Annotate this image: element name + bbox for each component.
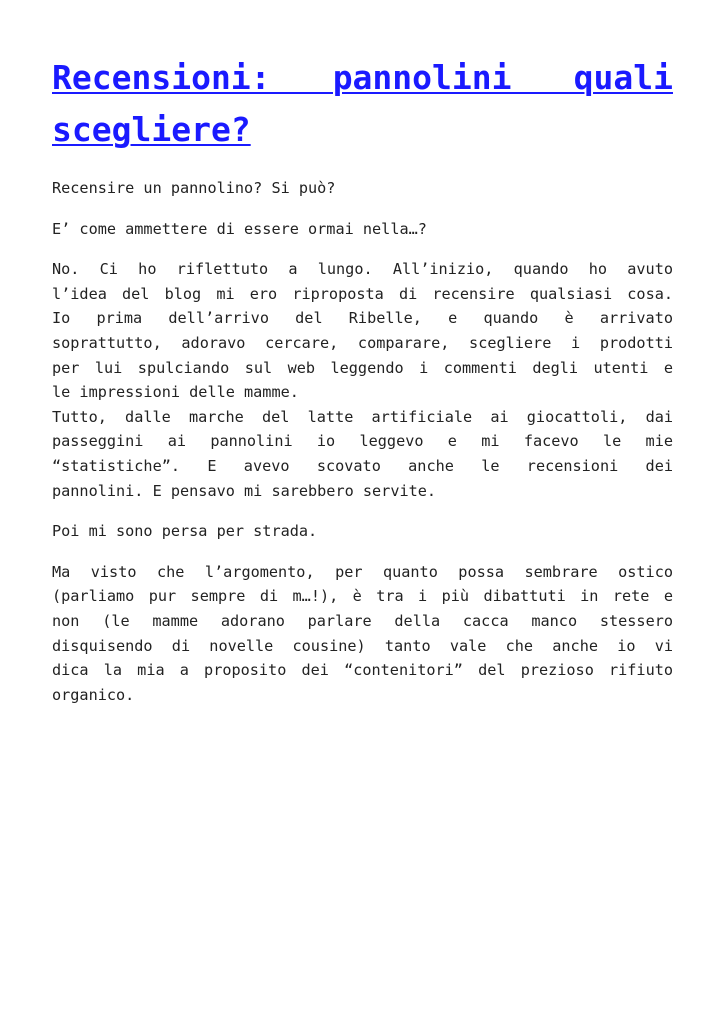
paragraph-3	[52, 257, 673, 503]
article-title	[52, 52, 673, 156]
text-line: Poi mi sono persa per strada.	[52, 522, 318, 541]
text-line: “statistiche”. E avevo scovato anche le recensioni dei	[52, 456, 673, 475]
paragraph-1	[52, 176, 673, 201]
text-line: organico.	[52, 685, 135, 704]
text-line: disquisendo di novelle cousine) tanto vale che anche io vi	[52, 636, 673, 655]
text-line: Ma visto che l’argomento, per quanto possa sembrare ostico	[52, 562, 673, 581]
text-line: Tutto, dalle marche del latte artificiale ai giocattoli, dai	[52, 407, 673, 426]
text-line: per lui spulciando sul web leggendo i commenti degli utenti e	[52, 358, 673, 377]
text-line: Recensire un pannolino? Si può?	[52, 179, 336, 197]
text-line: Io prima dell’arrivo del Ribelle, e quando è arrivato	[52, 309, 673, 328]
text-line: E’ come ammettere di essere ormai nella…?	[52, 219, 427, 238]
paragraph-2	[52, 217, 673, 242]
text-line: pannolini. E pensavo mi sarebbero servite.	[52, 481, 437, 500]
text-line: passeggini ai pannolini io leggevo e mi facevo le mie	[52, 432, 673, 451]
text-line: dica la mia a proposito dei “contenitori” del prezioso rifiuto	[52, 661, 673, 680]
article-title-link[interactable]: Recensioni: pannolini quali scegliere?	[52, 58, 673, 149]
text-line: non (le mamme adorano parlare della cacca manco stessero	[52, 611, 673, 630]
paragraph-4	[52, 519, 673, 544]
article-body	[52, 176, 673, 707]
text-line: No. Ci ho riflettuto a lungo. All’inizio, quando ho avuto	[52, 260, 673, 279]
text-line: soprattutto, adoravo cercare, comparare, scegliere i prodotti	[52, 333, 673, 352]
paragraph-5	[52, 560, 673, 708]
text-line: l’idea del blog mi ero riproposta di recensire qualsiasi cosa.	[52, 284, 673, 303]
text-line: (parliamo pur sempre di m…!), è tra i più dibattuti in rete e	[52, 587, 673, 606]
text-line: le impressioni delle mamme.	[52, 383, 299, 402]
document-page	[52, 52, 673, 723]
